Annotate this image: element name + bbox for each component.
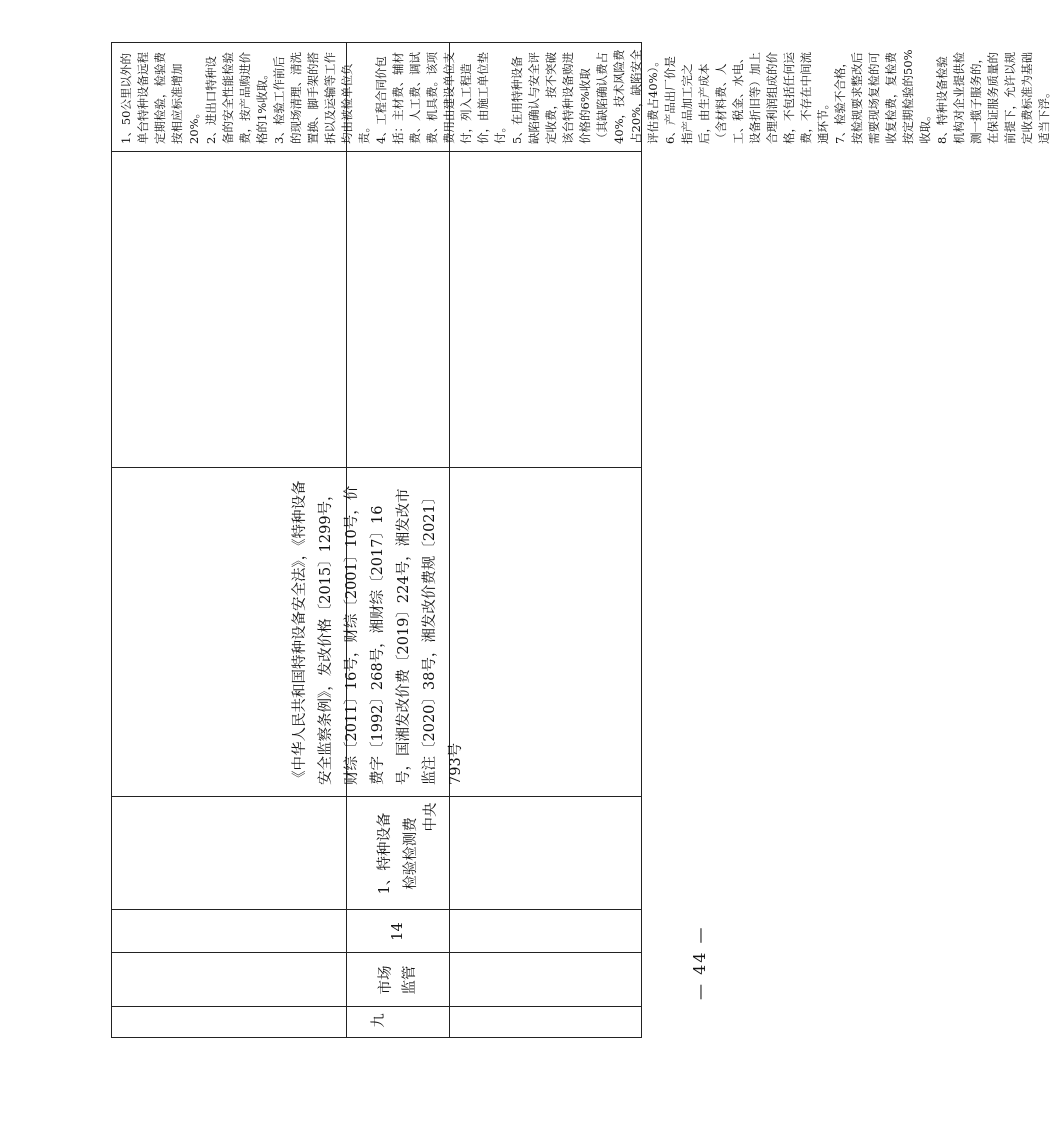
basis-cell — [112, 468, 643, 797]
note-item: 1、50公里以外的单台特种设备远程定期检验，检验费按相应标准增加20%。 — [119, 52, 201, 144]
note-item: 2、进出口特种设备的安全性能检验费，按产品购进价格的1%收取。 — [204, 52, 269, 144]
basis-text: 《中华人民共和国特种设备安全法》，《特种设备安全监察条例》，发改价格〔2015〕1299号，财综〔2011〕16号，财综〔2001〕10号，价费字〔1992〕268号，湘财综〔2017〕16号，国湘发改价费〔2019〕224号，湘发改市监注〔2020〕38号，湘发改价费规〔2021〕793号 — [291, 480, 464, 785]
level-cell — [412, 797, 449, 837]
row-index-text: 九 — [370, 1014, 385, 1030]
note-item: 5、在用特种设备缺陷确认与安全评定收费，按不突破该台特种设备购进价格的6%收取（其缺陷确认费占40%，技术风险费占20%，缺陷安全评估费占40%）。 — [510, 49, 660, 144]
fee-name-text: 1、特种设备检验检测费 — [376, 812, 419, 895]
number-text: 14 — [389, 922, 406, 941]
note-item: 4、工程合同价包括：主材费、辅材费、人工费、调试费、机具费。该项费用由建设单位支付，列入工程造价，由施工单位垫付。 — [374, 52, 507, 144]
department-text: 市场监管 — [377, 965, 418, 995]
row-index — [112, 1007, 643, 1037]
note-item: 3、检验工作前后的现场清理、清洗置换、脚手架的搭拆以及运输等工作均由被检单位负责。 — [272, 52, 371, 144]
note-item: 8、特种设备检验机构对企业提供检测一揽子服务的，在保证服务质量的前提下，允许以规定收费标准为基础适当下浮。 — [935, 52, 1051, 144]
department-cell — [346, 953, 449, 1007]
page-number: — 44 — — [690, 925, 709, 1000]
notes-list — [112, 41, 1051, 152]
note-item: 7、检验不合格，按检规要求整改后需要现场复检的可收复检费，复检费按定期检验的50%收取。 — [833, 49, 932, 144]
level-text: 中央 — [422, 802, 439, 832]
number-cell — [346, 910, 449, 953]
notes-cell — [112, 41, 1051, 152]
note-item: 6、产品出厂价是指产品加工完之后，由生产成本（含材料费、人工、税金、水电、设备折旧等）加上合理利润组成的价格，不包括任何运费，不存在中间流通环节。 — [663, 52, 830, 144]
